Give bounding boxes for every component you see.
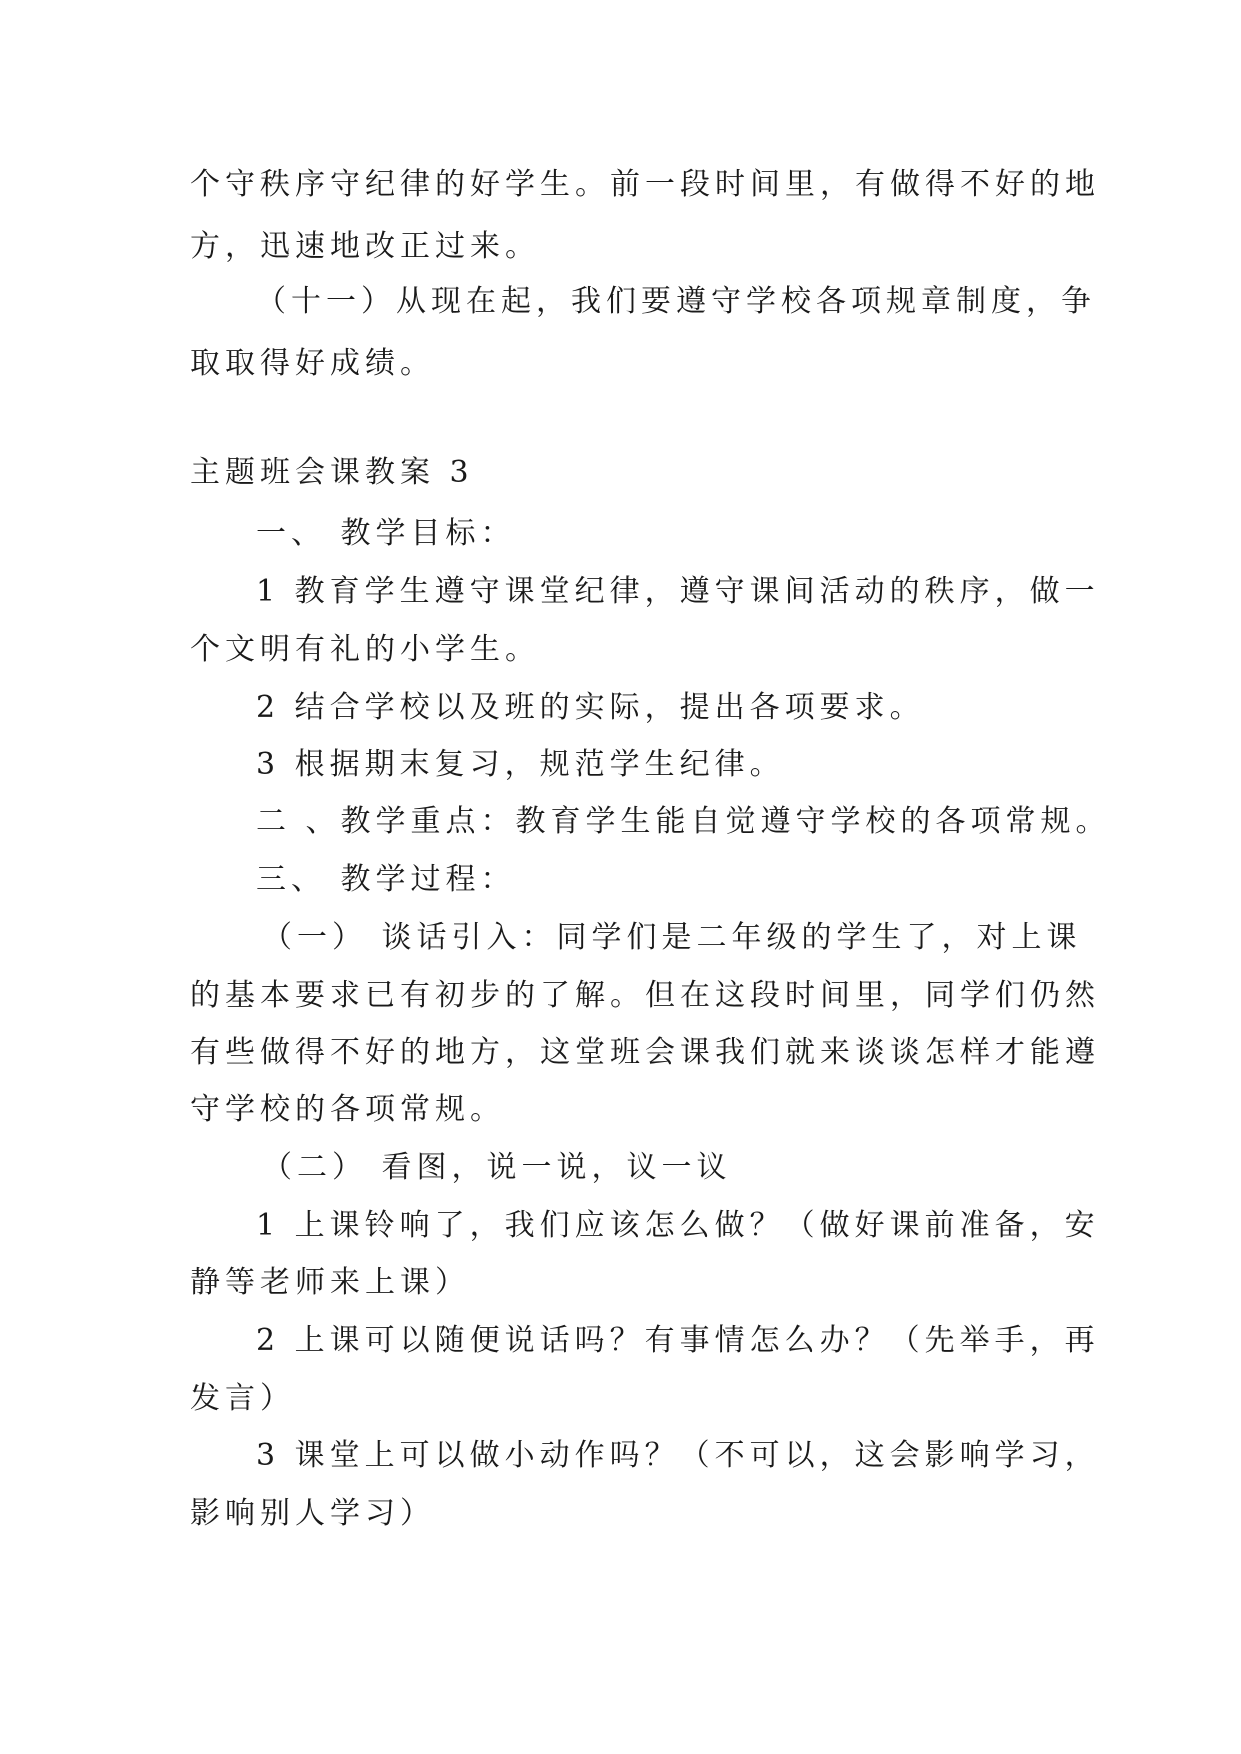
goals-heading: 一、 教学目标： [256,516,516,551]
goal-item: 3 根据期末复习，规范学生纪律。 [256,747,785,782]
paragraph-line: 守学校的各项常规。 [190,1092,505,1127]
paragraph-line: 取取得好成绩。 [190,346,435,381]
goal-item: 1 教育学生遵守课堂纪律，遵守课间活动的秩序，做一 [256,574,1100,609]
question-line: 3 课堂上可以做小动作吗？（不可以，这会影响学习， [256,1438,1100,1473]
focus-line: 二 、教学重点：教育学生能自觉遵守学校的各项常规。 [256,804,1111,839]
paragraph-line: 方，迅速地改正过来。 [190,229,540,264]
process-heading: 三、 教学过程： [256,862,516,897]
paragraph-line: 有些做得不好的地方，这堂班会课我们就来谈谈怎样才能遵 [190,1035,1100,1070]
question-line: 影响别人学习） [190,1496,435,1531]
discuss-heading: （二） 看图，说一说，议一议 [262,1150,732,1185]
paragraph-line: （十一）从现在起，我们要遵守学校各项规章制度，争 [256,284,1096,319]
question-line: 1 上课铃响了，我们应该怎么做？（做好课前准备，安 [256,1208,1100,1243]
goal-item: 2 结合学校以及班的实际，提出各项要求。 [256,690,925,725]
question-line: 发言） [190,1381,295,1416]
goal-item: 个文明有礼的小学生。 [190,632,540,667]
paragraph-line: 的基本要求已有初步的了解。但在这段时间里，同学们仍然 [190,978,1100,1013]
question-line: 2 上课可以随便说话吗？有事情怎么办？（先举手，再 [256,1323,1100,1358]
paragraph-line: （一） 谈话引入：同学们是二年级的学生了，对上课 [262,920,1082,955]
section-title: 主题班会课教案 3 [190,455,474,490]
paragraph-line: 个守秩序守纪律的好学生。前一段时间里，有做得不好的地 [190,167,1100,202]
question-line: 静等老师来上课） [190,1265,470,1300]
